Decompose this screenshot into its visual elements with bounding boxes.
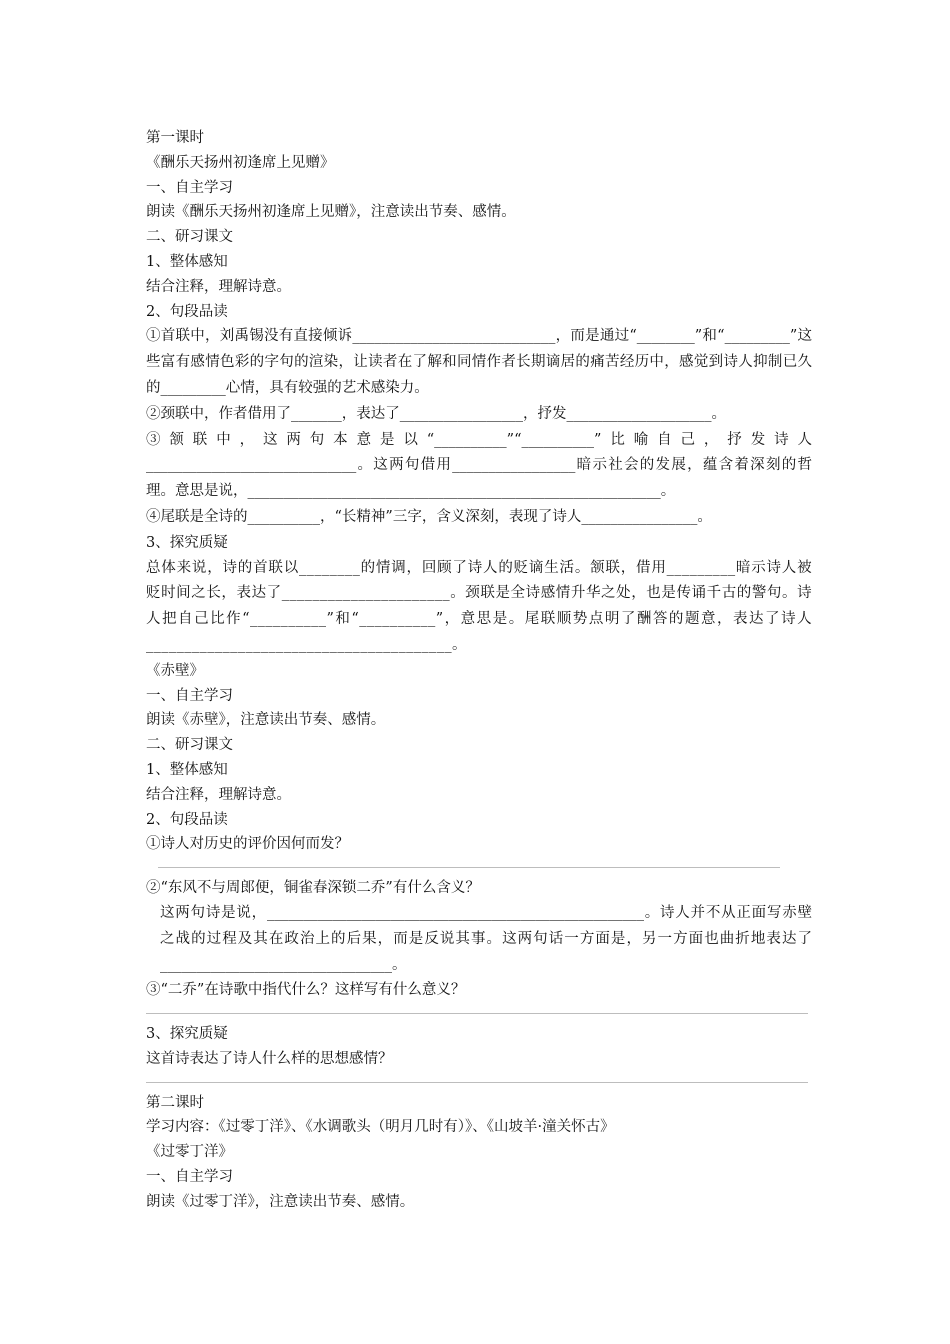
poem1-question-2: ②颈联中，作者借用了_______，表达了_________________，抒发____________________。: [146, 405, 726, 422]
poem2-question-1: ①诗人对历史的评价因何而发？: [146, 836, 349, 853]
answer-line: [158, 867, 780, 868]
poem2-section1-text: 朗读《赤壁》，注意读出节奏、感情。: [146, 712, 386, 729]
poem1-question-4: ④尾联是全诗的__________，“长精神”三字，含义深刻，表现了诗人________________。: [146, 508, 712, 525]
answer-line: [146, 1082, 808, 1083]
poem2-section1-heading: 一、自主学习: [146, 687, 233, 704]
poem1-question-3: ③颔联中，这两句本意是以“__________”“__________”比喻自己，抒发诗人_____________________________。这两句借用_________________暗示社会的发展，蕴含着深刻的哲理。意思是说，_________________________________________________________。: [146, 431, 812, 500]
worksheet-page: [146, 126, 812, 1215]
poem1-sub2-heading: 2、句段品读: [146, 303, 228, 320]
poem1-sub1-text: 结合注释，理解诗意。: [146, 278, 291, 295]
poem1-section1-heading: 一、自主学习: [146, 179, 233, 196]
poem1-title: 《酬乐天扬州初逢席上见赠》: [146, 154, 335, 171]
lesson2-section1-text: 朗读《过零丁洋》，注意读出节奏、感情。: [146, 1193, 415, 1210]
poem2-sub1-text: 结合注释，理解诗意。: [146, 786, 291, 803]
poem2-sub2-heading: 2、句段品读: [146, 811, 228, 828]
poem1-section2-heading: 二、研习课文: [146, 229, 233, 246]
poem1-explore-paragraph: 总体来说，诗的首联以________的情调，回顾了诗人的贬谪生活。颔联，借用_________暗示诗人被贬时间之长，表达了______________________。颈联是全诗感情升华之处，也是传诵千古的警句。诗人把自己比作“__________”和“__________”，意思是。尾联顺势点明了酬答的题意，表达了诗人________________________________________。: [146, 559, 812, 653]
lesson2-section1-heading: 一、自主学习: [146, 1169, 233, 1186]
lesson2-content: 学习内容：《过零丁洋》、《水调歌头（明月几时有）》、《山坡羊·潼关怀古》: [146, 1119, 615, 1136]
answer-line: [146, 1013, 808, 1014]
poem2-sub3-text: 这首诗表达了诗人什么样的思想感情？: [146, 1050, 393, 1067]
poem1-section1-text: 朗读《酬乐天扬州初逢席上见赠》，注意读出节奏、感情。: [146, 204, 516, 221]
poem1-sub1-heading: 1、整体感知: [146, 253, 228, 270]
poem2-section2-heading: 二、研习课文: [146, 737, 233, 754]
poem2-sub1-heading: 1、整体感知: [146, 761, 228, 778]
lesson2-poem-title: 《过零丁洋》: [146, 1144, 233, 1161]
lesson1-title: 第一课时: [146, 130, 204, 146]
poem2-question-2-answer: 这两句诗是说，____________________________________________________。诗人并不从正面写赤壁之战的过程及其在政治上的后果，而是反说其事。这两句话一方面是，另一方面也曲折地表达了________________________________。: [160, 904, 812, 973]
poem1-question-1: ①首联中，刘禹锡没有直接倾诉____________________________，而是通过“________”和“_________”这些富有感情色彩的字句的渲染，让读者在了解和同情作者长期谪居的痛苦经历中，感觉到诗人抑制已久的_________心情，具有较强的艺术感染力。: [146, 328, 812, 396]
poem2-question-3: ③“二乔”在诗歌中指代什么？这样写有什么意义？: [146, 982, 466, 999]
poem1-sub3-heading: 3、探究质疑: [146, 534, 228, 551]
poem2-sub3-heading: 3、探究质疑: [146, 1026, 228, 1043]
poem2-title: 《赤壁》: [146, 662, 204, 679]
poem2-question-2: ②“东风不与周郎便，铜雀春深锁二乔”有什么含义？: [146, 880, 480, 897]
lesson2-title: 第二课时: [146, 1094, 204, 1111]
